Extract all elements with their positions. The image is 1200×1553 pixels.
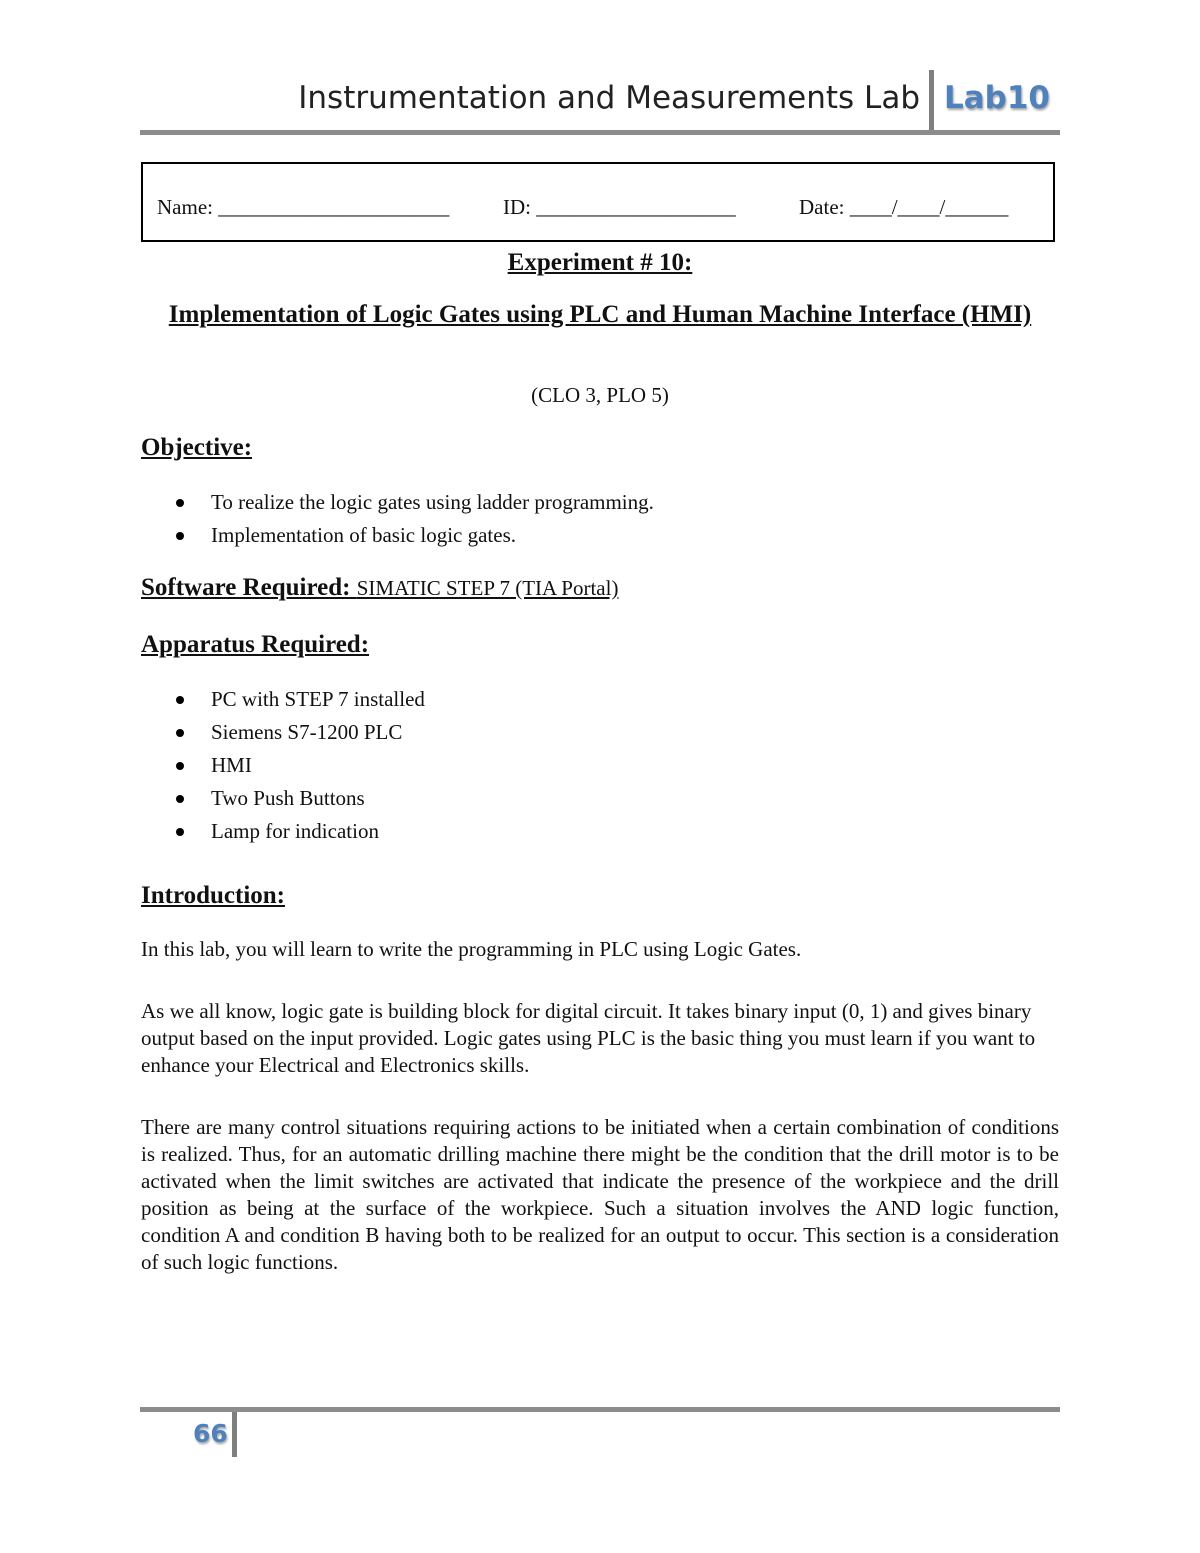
- bullet-icon: [176, 729, 184, 737]
- header-title: Instrumentation and Measurements Lab: [298, 80, 920, 116]
- list-item: Siemens S7-1200 PLC: [141, 716, 425, 749]
- list-item: PC with STEP 7 installed: [141, 683, 425, 716]
- objective-list: [141, 486, 654, 552]
- bullet-icon: [176, 499, 184, 507]
- student-info-box: [141, 162, 1055, 242]
- lab-number: Lab10: [944, 80, 1051, 116]
- bullet-icon: [176, 762, 184, 770]
- software-value: SIMATIC STEP 7 (TIA Portal): [356, 576, 619, 600]
- bullet-icon: [176, 532, 184, 540]
- software-heading: Software Required:: [141, 574, 351, 601]
- apparatus-list: [141, 683, 425, 848]
- software-section: [141, 574, 618, 602]
- page-number: 66: [193, 1419, 228, 1448]
- clo-plo: (CLO 3, PLO 5): [531, 383, 669, 407]
- footer-divider: [232, 1412, 237, 1457]
- intro-paragraph: In this lab, you will learn to write the programming in PLC using Logic Gates.: [141, 937, 802, 961]
- intro-paragraph: There are many control situations requiring actions to be initiated when a certain combination of conditions is realized. Thus, for an automatic drilling machine there might be the condition that the drill motor is to be activated when the limit switches are activated that indicate the presence of the workpiece and the drill position as being at the surface of the workpiece. Such a situation involves the AND logic function, condition A and condition B having both to be realized for an output to occur. This section is a consideration of such logic functions.: [141, 1115, 1059, 1274]
- footer-rule: [140, 1407, 1060, 1412]
- experiment-title: Implementation of Logic Gates using PLC and Human Machine Interface (HMI): [168, 301, 1032, 328]
- apparatus-heading: Apparatus Required:: [141, 631, 370, 658]
- date-field: Date: ____/____/______: [799, 195, 1009, 219]
- list-item: Two Push Buttons: [141, 782, 425, 815]
- list-item: Lamp for indication: [141, 815, 425, 848]
- header-divider: [929, 70, 934, 132]
- intro-paragraph: As we all know, logic gate is building block for digital circuit. It takes binary input (0, 1) and gives binary output based on the input provided. Logic gates using PLC is the basic thing you must learn if you want to enhance your Electrical and Electronics skills.: [141, 999, 1036, 1077]
- list-item: Implementation of basic logic gates.: [141, 519, 654, 552]
- bullet-icon: [176, 795, 184, 803]
- experiment-heading: Experiment # 10:: [507, 249, 693, 276]
- id-field: ID: ___________________: [503, 195, 736, 219]
- list-item: HMI: [141, 749, 425, 782]
- name-field: Name: ______________________: [157, 195, 450, 219]
- bullet-icon: [176, 828, 184, 836]
- list-item: To realize the logic gates using ladder programming.: [141, 486, 654, 519]
- objective-heading: Objective:: [141, 434, 253, 461]
- introduction-heading: Introduction:: [141, 882, 286, 909]
- header-rule: [140, 130, 1060, 135]
- bullet-icon: [176, 696, 184, 704]
